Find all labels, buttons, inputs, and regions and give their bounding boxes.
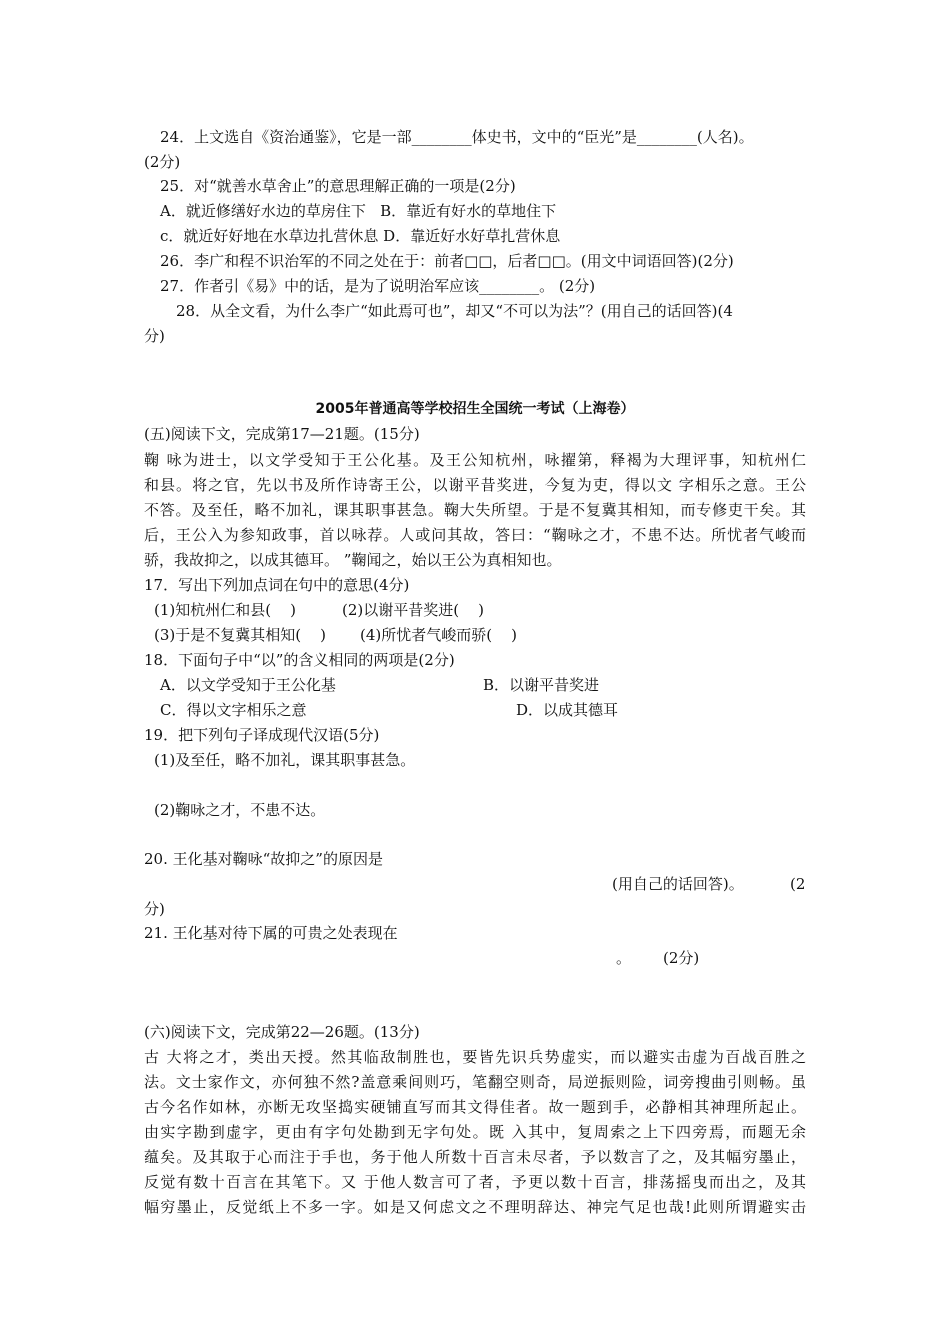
question-19-item-1: (1)及至任，略不加礼，课其职事甚急。 xyxy=(154,751,416,769)
question-19-item-2: (2)鞠咏之才，不患不达。 xyxy=(154,801,326,819)
question-24: 24．上文选自《资治通鉴》，它是一部________体史书，文中的“臣光”是________(人名)。 xyxy=(160,128,754,146)
question-21-end: 。 xyxy=(616,949,632,967)
section-6-heading: (六)阅读下文，完成第22—26题。(13分) xyxy=(144,1023,420,1041)
question-25: 25．对“就善水草舍止”的意思理解正确的一项是(2分) xyxy=(160,177,516,195)
question-20-instruction: (用自己的话回答)。 xyxy=(612,875,744,893)
passage-6-line-1: 古 大将之才，类出天授。然其临敌制胜也，要皆先识兵势虚实，而以避实击虚为百战百胜之 xyxy=(144,1048,806,1066)
question-21-score: (2分) xyxy=(663,949,700,967)
exam-title: 2005年普通高等学校招生全国统一考试（上海卷） xyxy=(315,401,635,417)
passage-6-line-6: 反觉有数十百言在其笔下。又 于他人数言可了者，予更以数十百言，排荡摇曳而出之，及其 xyxy=(144,1173,806,1191)
question-28-score: 分) xyxy=(144,327,165,345)
question-17: 17．写出下列加点词在句中的意思(4分) xyxy=(144,576,410,594)
question-25-options-ab: A．就近修缮好水边的草房住下 B．靠近有好水的草地住下 xyxy=(160,202,557,220)
question-27: 27．作者引《易》中的话，是为了说明治军应该________。 (2分) xyxy=(160,277,596,295)
passage-5-line-4: 后，王公入为参知政事，首以咏荐。人或问其故，答曰：“鞠咏之才，不患不达。所忧者气峻而 xyxy=(144,526,806,544)
question-26: 26．李广和程不识治军的不同之处在于：前者□□，后者□□。(用文中词语回答)(2分) xyxy=(160,252,734,270)
question-28: 28．从全文看，为什么李广“如此焉可也”，却又“不可以为法”？(用自己的话回答)(4 xyxy=(176,302,733,320)
passage-6-line-3: 古今名作如林，亦断无攻坚捣实硬铺直写而其文得佳者。故一题到手，必静相其神理所起止。 xyxy=(144,1098,806,1116)
question-18-option-d: D．以成其德耳 xyxy=(516,701,619,719)
passage-6-line-4: 由实字勘到虚字，更由有字句处勘到无字句处。既 入其中，复周索之上下四旁焉，而题无余 xyxy=(144,1123,806,1141)
question-17-item-1: (1)知杭州仁和县( ) xyxy=(154,601,297,619)
passage-5-line-3: 不答。及至任，略不加礼，课其职事甚急。鞠大失所望。于是不复冀其相知，而专修吏干矣。其 xyxy=(144,501,806,519)
question-21: 21. 王化基对待下属的可贵之处表现在 xyxy=(144,924,398,942)
question-20-score-unit: 分) xyxy=(144,900,165,918)
question-17-item-4: (4)所忧者气峻而骄( ) xyxy=(360,626,518,644)
question-20: 20. 王化基对鞠咏“故抑之”的原因是 xyxy=(144,850,383,868)
question-25-options-cd: c．就近好好地在水草边扎营休息 D．靠近好水好草扎营休息 xyxy=(160,227,561,245)
passage-6-line-7: 幅穷墨止，反觉纸上不多一字。如是又何虑文之不理明辞达、神完气足也哉!此则所谓避实击 xyxy=(144,1198,806,1216)
passage-5-line-1: 鞠 咏为进士，以文学受知于王公化基。及王公知杭州，咏擢第，释褐为大理评事，知杭州仁 xyxy=(144,451,806,469)
question-19: 19．把下列句子译成现代汉语(5分) xyxy=(144,726,380,744)
passage-6-line-5: 蕴矣。及其取于心而注于手也，务于他人所数十百言未尽者，予以数言了之，及其幅穷墨止， xyxy=(144,1148,806,1166)
passage-5-line-5: 骄，我故抑之，以成其德耳。 ”鞠闻之，始以王公为真相知也。 xyxy=(144,551,562,569)
passage-5-line-2: 和县。将之官，先以书及所作诗寄王公，以谢平昔奖进，今复为吏，得以文 字相乐之意。王公 xyxy=(144,476,806,494)
question-18-option-c: C．得以文字相乐之意 xyxy=(160,701,307,719)
question-17-item-3: (3)于是不复冀其相知( ) xyxy=(154,626,327,644)
question-18: 18．下面句子中“以”的含义相同的两项是(2分) xyxy=(144,651,455,669)
question-17-item-2: (2)以谢平昔奖进( ) xyxy=(342,601,485,619)
question-18-option-a: A．以文学受知于王公化基 xyxy=(160,676,336,694)
question-18-option-b: B．以谢平昔奖进 xyxy=(483,676,600,694)
section-5-heading: (五)阅读下文，完成第17—21题。(15分) xyxy=(144,425,420,443)
question-20-score: (2 xyxy=(790,875,806,893)
passage-6-line-2: 法。文士家作文，亦何独不然?盖意乘间则巧，笔翻空则奇，局逆振则险，词旁搜曲引则畅。虽 xyxy=(144,1073,806,1091)
question-24-score: (2分) xyxy=(144,153,181,171)
